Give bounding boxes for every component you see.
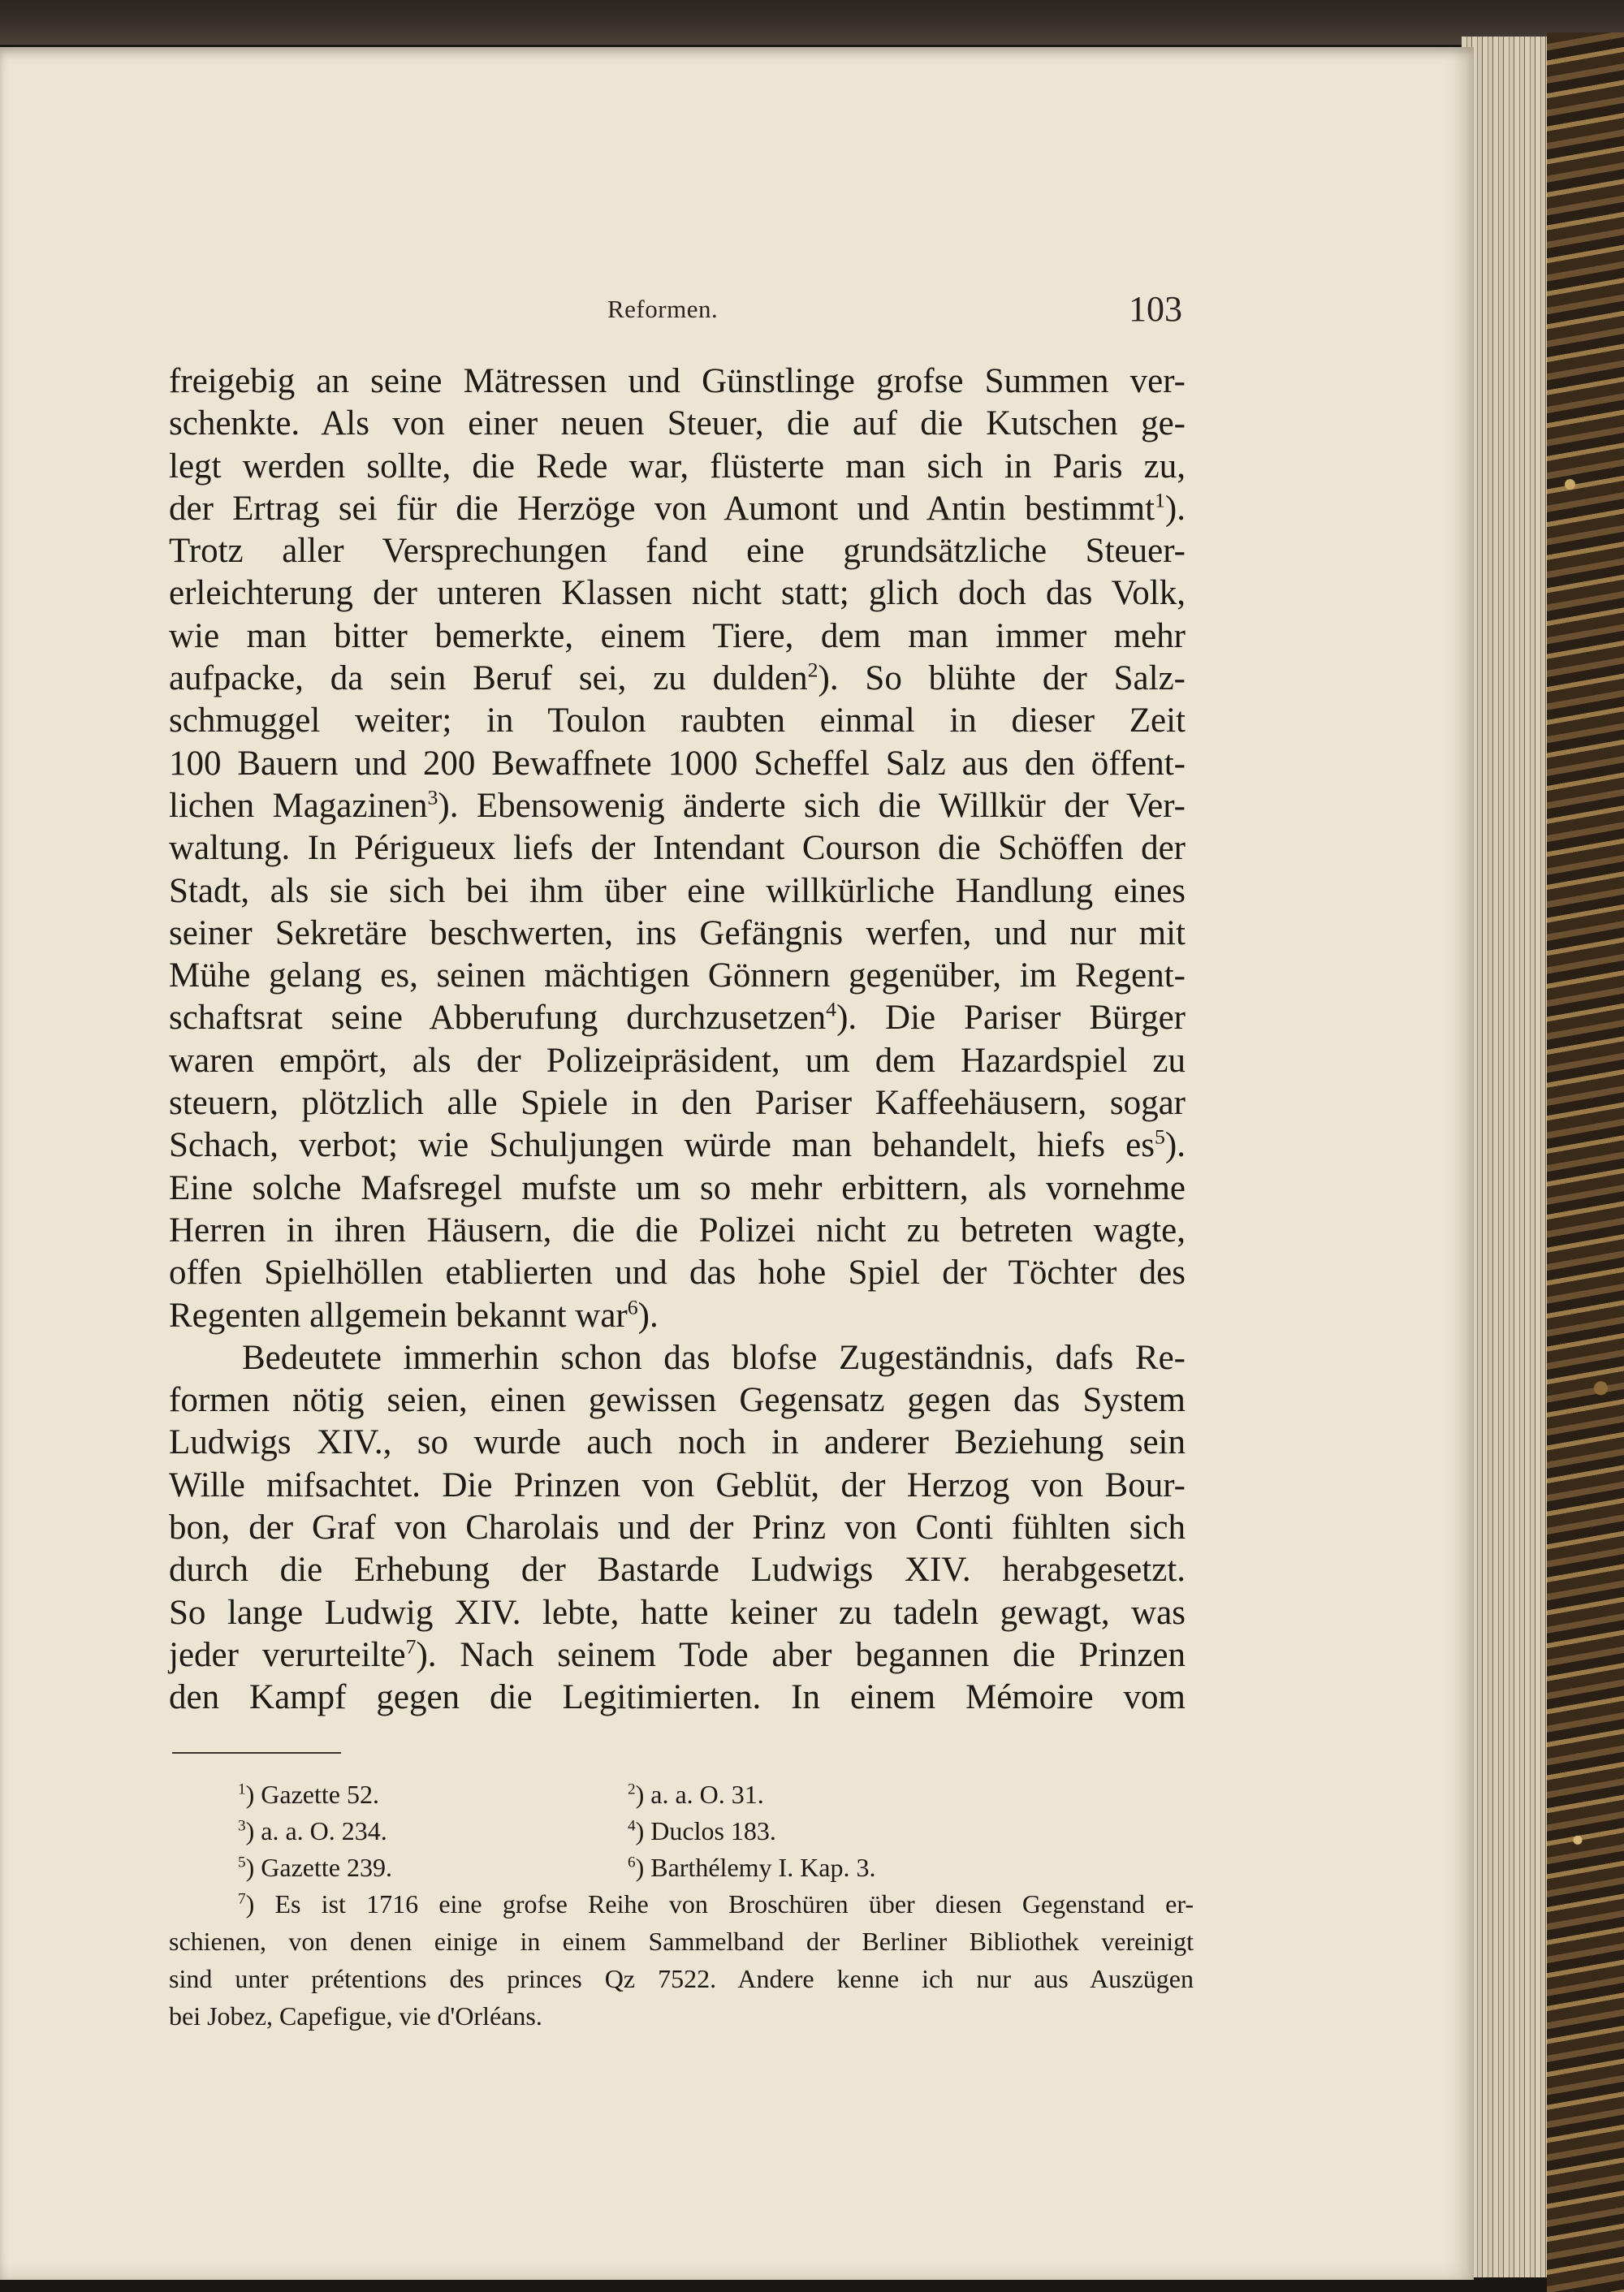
footnote-text: Duclos 183. <box>650 1816 776 1845</box>
text-line: Schach, verbot; wie Schuljungen würde man behandelt, hiefs $es^5$). <box>169 1125 1186 1165</box>
text-line: waltung. In Périgueux liefs der Intendant Courson die Schöffen der <box>169 829 1186 868</box>
footnote-row <box>169 1850 1194 1886</box>
text-line: waren empört, als der Polizeipräsident, um dem Hazardspiel zu <box>169 1041 1186 1080</box>
footnote-long-line: sind unter prétentions des princes Qz 7522. Andere kenne ich nur aus Auszügen <box>169 1964 1194 1993</box>
footnote-text: Gazette 52. <box>261 1780 379 1809</box>
footnote-long-line: $^7$) Es ist 1716 eine grofse Reihe von Broschüren über diesen Gegenstand er- <box>238 1889 1194 1919</box>
text-line: Mühe gelang es, seinen mächtigen Gönnern gegenüber, im Regent- <box>169 956 1186 995</box>
text-line: seiner Sekretäre beschwerten, ins Gefängnis werfen, und nur mit <box>169 913 1186 952</box>
footnote-row <box>169 1776 1194 1813</box>
running-head-title: Reformen. <box>607 295 719 323</box>
footnote-number: 4 <box>628 1817 636 1835</box>
footnote-item: $^6$) Barthélemy I. Kap. 3. <box>628 1853 876 1882</box>
text-line: wie man bitter bemerkte, einem Tiere, dem man immer mehr <box>169 616 1186 655</box>
text-line: legt werden sollte, die Rede war, flüsterte man sich in Paris zu, <box>169 447 1186 486</box>
text-line: Herren in ihren Häusern, die die Polizei nicht zu betreten wagte, <box>169 1211 1186 1250</box>
footnote-item: $^5$) Gazette 239. <box>238 1853 392 1882</box>
page-number: 103 <box>1129 289 1182 329</box>
footnote-long-line: bei Jobez, Capefigue, vie d'Orléans. <box>169 2001 542 2031</box>
text-line: freigebig an seine Mätressen und Günstlinge grofse Summen ver- <box>169 362 1186 400</box>
text-line: Stadt, als sie sich bei ihm über eine willkürliche Handlung eines <box>169 871 1186 910</box>
footnote-text: a. a. O. 234. <box>261 1816 387 1845</box>
text-line: 100 Bauern und 200 Bewaffnete 1000 Scheffel Salz aus den öffent- <box>169 744 1186 783</box>
text-line: schaftsrat seine Abberufung durchzusetzen$^4$). Die Pariser Bürger <box>169 998 1186 1038</box>
footnote-marker: 5 <box>1155 1125 1165 1150</box>
text-line: So lange Ludwig XIV. lebte, hatte keiner zu tadeln gewagt, was <box>169 1593 1186 1632</box>
footnote-item: $^3$) a. a. O. 234. <box>238 1816 387 1845</box>
text-line: schmuggel weiter; in Toulon raubten einmal in dieser Zeit <box>169 701 1186 740</box>
footnote-item: $^2$) a. a. O. 31. <box>628 1780 764 1809</box>
text-line: formen nötig seien, einen gewissen Gegensatz gegen das System <box>169 1381 1186 1420</box>
text-line: erleichterung der unteren Klassen nicht statt; glich doch das Volk, <box>169 574 1186 613</box>
page-stack-edge <box>1462 37 1551 2277</box>
footnote-number: 6 <box>628 1854 636 1871</box>
text-line: Bedeutete immerhin schon das blofse Zugeständnis, dafs Re- <box>242 1338 1186 1377</box>
text-line: Trotz aller Versprechungen fand eine grundsätzliche Steuer- <box>169 532 1186 571</box>
text-line: der Ertrag sei für die Herzöge von Aumont und Antin bestimmt$^1$). <box>169 488 1186 528</box>
footnote-text: Gazette 239. <box>261 1853 392 1882</box>
text-line: Eine solche Mafsregel mufste um so mehr erbittern, als vornehme <box>169 1168 1186 1207</box>
scan-top-edge <box>0 0 1624 45</box>
text-line: Ludwigs XIV., so wurde auch noch in anderer Beziehung sein <box>169 1423 1186 1462</box>
footnote-text: Barthélemy I. Kap. 3. <box>650 1853 876 1882</box>
text-line: bon, der Graf von Charolais und der Prinz von Conti fühlten sich <box>169 1509 1186 1547</box>
text-line: den Kampf gegen die Legitimierten. In einem Mémoire vom <box>169 1678 1186 1717</box>
footnote-item: $^4$) Duclos 183. <box>628 1816 776 1845</box>
text-line: Wille mifsachtet. Die Prinzen von Geblüt, der Herzog von Bour- <box>169 1465 1186 1504</box>
text-line: steuern, plötzlich alle Spiele in den Pariser Kaffeehäusern, sogar <box>169 1084 1186 1123</box>
footnote-rule <box>172 1752 341 1754</box>
footnote-number: 7 <box>238 1890 246 1908</box>
footnote-marker: 7 <box>405 1634 417 1659</box>
footnote-item: $^1$) Gazette 52. <box>238 1780 379 1809</box>
footnote-marker: 2 <box>807 658 818 682</box>
book-cover-edge <box>1547 32 1624 2292</box>
footnote-text: a. a. O. 31. <box>650 1780 764 1809</box>
text-line: aufpacke, da sein Beruf sei, zu dulden$^2$). So blühte der Salz- <box>169 658 1186 698</box>
text-line: jeder verurteilte$^7$). Nach seinem Tode aber begannen die Prinzen <box>169 1634 1186 1674</box>
text-line: lichen Magazinen$^3$). Ebensowenig änderte sich die Willkür der Ver- <box>169 785 1186 825</box>
text-line: durch die Erhebung der Bastarde Ludwigs XIV. herabgesetzt. <box>169 1551 1186 1590</box>
text-line: offen Spielhöllen etablierten und das hohe Spiel der Töchter des <box>169 1254 1186 1293</box>
text-line: Regenten allgemein bekannt war$^6$). <box>169 1295 659 1335</box>
footnote-row <box>169 1813 1194 1850</box>
footnote-long-line: schienen, von denen einige in einem Sammelband der Berliner Bibliothek vereinigt <box>169 1927 1194 1956</box>
running-head <box>0 289 1474 335</box>
footnotes <box>169 1776 1194 2035</box>
footnote-marker: 3 <box>427 785 438 809</box>
footnote-number: 5 <box>238 1854 246 1871</box>
footnote-number: 2 <box>628 1781 636 1798</box>
footnote-marker: 1 <box>1155 488 1165 512</box>
body-text <box>169 360 1186 1720</box>
footnote-number: 3 <box>238 1817 246 1835</box>
text-line: schenkte. Als von einer neuen Steuer, die auf die Kutschen ge- <box>169 404 1186 443</box>
footnote-marker: 4 <box>826 998 837 1022</box>
footnote-marker: 6 <box>627 1295 638 1319</box>
book-page <box>0 47 1474 2280</box>
footnote-number: 1 <box>238 1781 246 1798</box>
